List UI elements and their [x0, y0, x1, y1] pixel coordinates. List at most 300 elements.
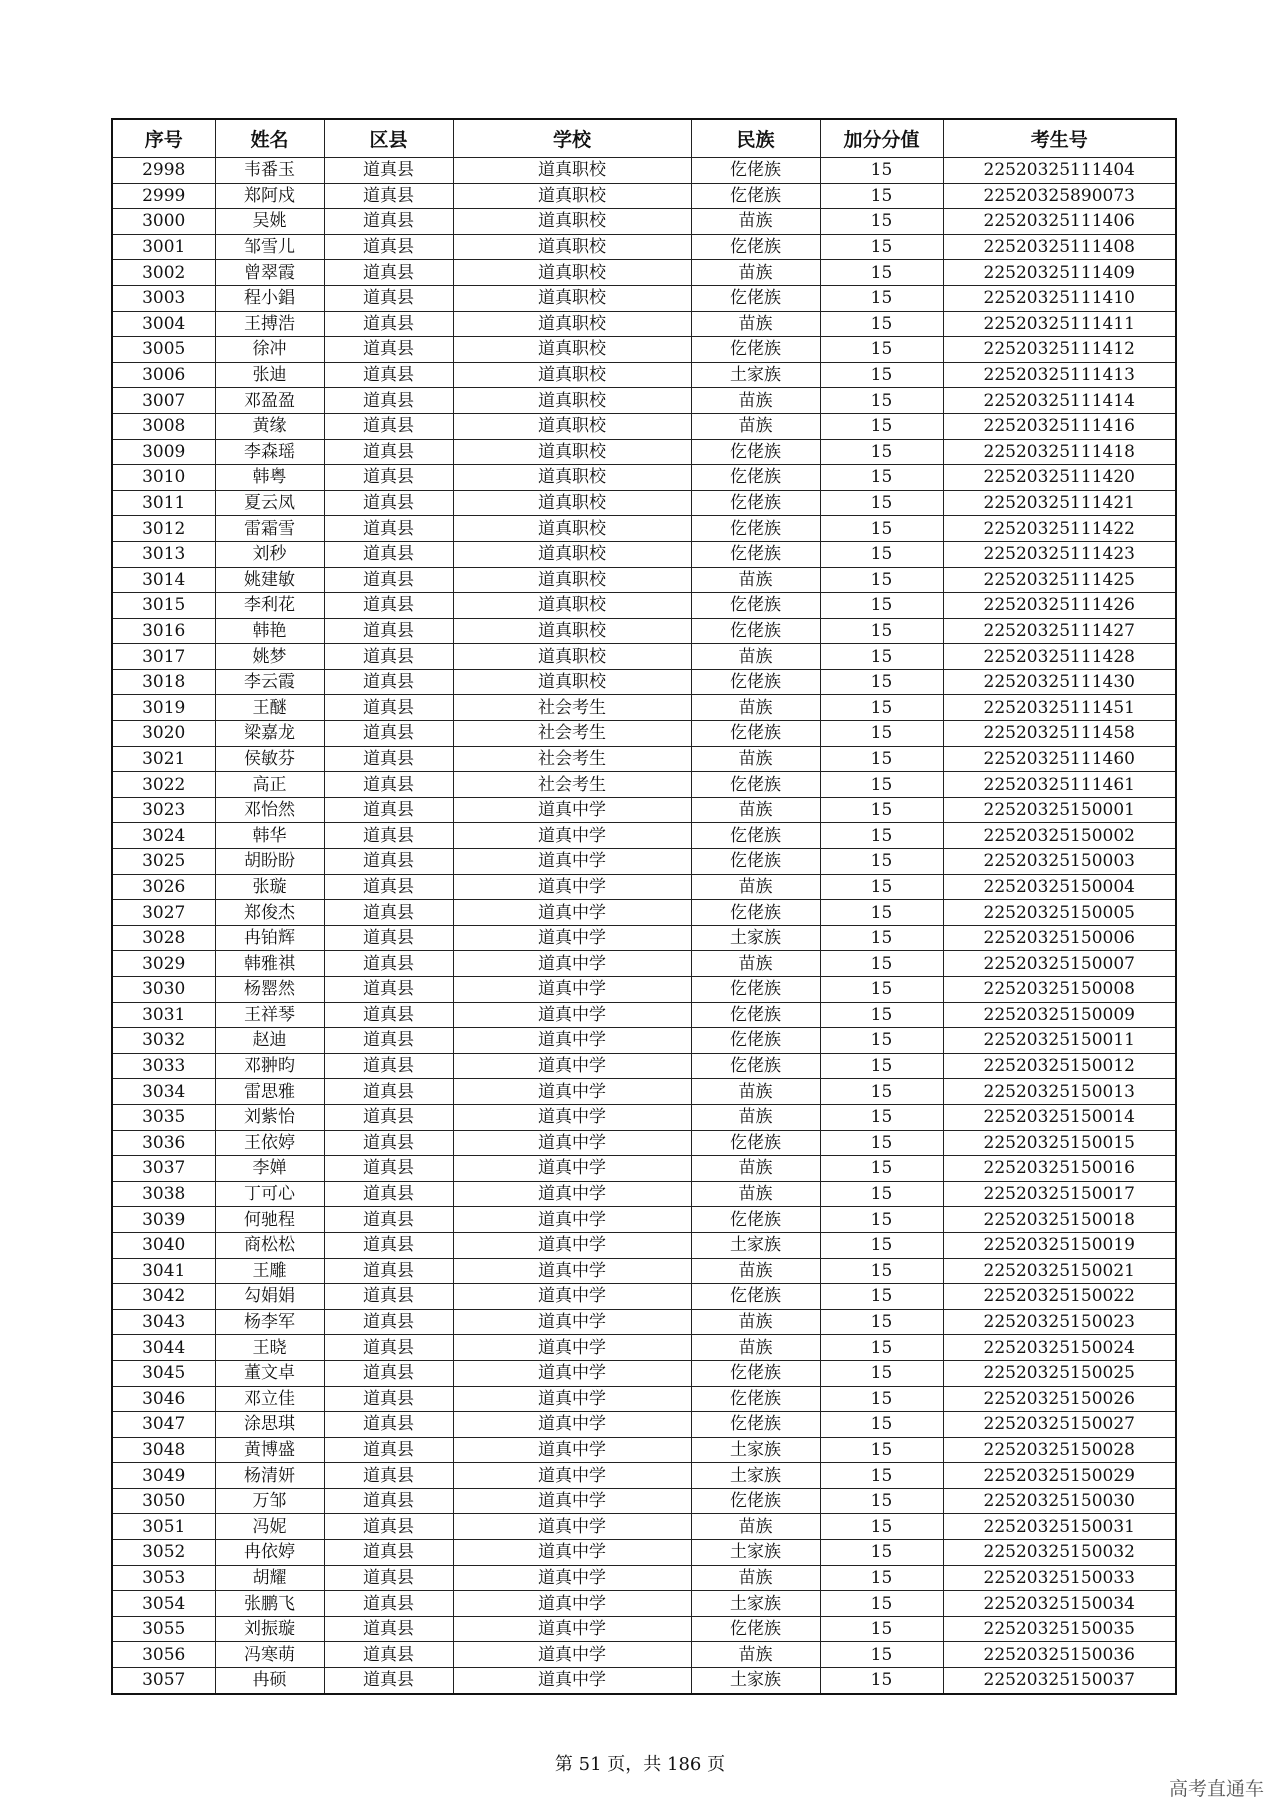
cell-name: 涂思琪: [215, 1412, 324, 1438]
cell-bonus: 15: [820, 516, 943, 542]
cell-index: 3016: [112, 618, 215, 644]
table-row: [112, 516, 1176, 542]
cell-county: 道真县: [324, 1488, 453, 1514]
cell-exam-id: 22520325111412: [943, 337, 1176, 363]
cell-bonus: 15: [820, 413, 943, 439]
table-row: [112, 951, 1176, 977]
cell-school: 道真职校: [453, 567, 691, 593]
cell-bonus: 15: [820, 669, 943, 695]
cell-exam-id: 22520325111422: [943, 516, 1176, 542]
cell-exam-id: 22520325150004: [943, 874, 1176, 900]
cell-school: 道真职校: [453, 413, 691, 439]
cell-ethnicity: 苗族: [691, 1309, 820, 1335]
cell-index: 3024: [112, 823, 215, 849]
cell-name: 邓盈盈: [215, 388, 324, 414]
cell-county: 道真县: [324, 1104, 453, 1130]
cell-index: 3043: [112, 1309, 215, 1335]
cell-bonus: 15: [820, 1309, 943, 1335]
cell-name: 李婵: [215, 1156, 324, 1182]
table-row: [112, 1002, 1176, 1028]
cell-school: 道真中学: [453, 1412, 691, 1438]
cell-exam-id: 22520325150035: [943, 1616, 1176, 1642]
cell-exam-id: 22520325150036: [943, 1642, 1176, 1668]
cell-index: 3046: [112, 1386, 215, 1412]
cell-county: 道真县: [324, 541, 453, 567]
cell-bonus: 15: [820, 900, 943, 926]
cell-name: 胡盼盼: [215, 849, 324, 875]
cell-county: 道真县: [324, 234, 453, 260]
cell-county: 道真县: [324, 1053, 453, 1079]
cell-index: 3027: [112, 900, 215, 926]
cell-index: 3056: [112, 1642, 215, 1668]
bonus-points-table: [111, 118, 1177, 1695]
cell-exam-id: 22520325150006: [943, 925, 1176, 951]
cell-bonus: 15: [820, 644, 943, 670]
cell-ethnicity: 苗族: [691, 311, 820, 337]
cell-school: 道真中学: [453, 1514, 691, 1540]
table-row: [112, 874, 1176, 900]
cell-ethnicity: 仡佬族: [691, 1002, 820, 1028]
cell-index: 3051: [112, 1514, 215, 1540]
table-row: [112, 285, 1176, 311]
cell-exam-id: 22520325111409: [943, 260, 1176, 286]
cell-name: 杨李军: [215, 1309, 324, 1335]
cell-name: 张鹏飞: [215, 1591, 324, 1617]
cell-name: 冉依婷: [215, 1540, 324, 1566]
table-row: [112, 1540, 1176, 1566]
cell-school: 道真中学: [453, 1642, 691, 1668]
table-row: [112, 1207, 1176, 1233]
cell-county: 道真县: [324, 1181, 453, 1207]
cell-name: 郑俊杰: [215, 900, 324, 926]
cell-name: 刘振璇: [215, 1616, 324, 1642]
cell-ethnicity: 苗族: [691, 209, 820, 235]
cell-bonus: 15: [820, 1668, 943, 1694]
cell-ethnicity: 仡佬族: [691, 1284, 820, 1310]
cell-exam-id: 22520325150034: [943, 1591, 1176, 1617]
cell-ethnicity: 土家族: [691, 925, 820, 951]
cell-index: 3023: [112, 797, 215, 823]
cell-name: 姚建敏: [215, 567, 324, 593]
cell-bonus: 15: [820, 1591, 943, 1617]
cell-name: 程小錩: [215, 285, 324, 311]
table-row: [112, 1463, 1176, 1489]
cell-school: 道真中学: [453, 1335, 691, 1361]
cell-name: 杨清妍: [215, 1463, 324, 1489]
page-number: 第 51 页，共 186 页: [554, 1754, 726, 1775]
cell-exam-id: 22520325150013: [943, 1079, 1176, 1105]
cell-bonus: 15: [820, 490, 943, 516]
cell-bonus: 15: [820, 618, 943, 644]
table-row: [112, 362, 1176, 388]
cell-name: 王依婷: [215, 1130, 324, 1156]
cell-bonus: 15: [820, 1258, 943, 1284]
cell-exam-id: 22520325150026: [943, 1386, 1176, 1412]
cell-county: 道真县: [324, 1258, 453, 1284]
cell-bonus: 15: [820, 925, 943, 951]
cell-school: 道真职校: [453, 158, 691, 184]
cell-exam-id: 22520325111425: [943, 567, 1176, 593]
cell-index: 3054: [112, 1591, 215, 1617]
cell-index: 3011: [112, 490, 215, 516]
cell-index: 3031: [112, 1002, 215, 1028]
cell-ethnicity: 苗族: [691, 797, 820, 823]
cell-school: 道真职校: [453, 593, 691, 619]
cell-school: 道真中学: [453, 1258, 691, 1284]
cell-name: 王搏浩: [215, 311, 324, 337]
cell-ethnicity: 仡佬族: [691, 516, 820, 542]
cell-school: 道真中学: [453, 1104, 691, 1130]
cell-index: 3026: [112, 874, 215, 900]
table-row: [112, 721, 1176, 747]
cell-school: 道真中学: [453, 1616, 691, 1642]
cell-index: 3001: [112, 234, 215, 260]
cell-ethnicity: 土家族: [691, 1540, 820, 1566]
cell-index: 3050: [112, 1488, 215, 1514]
cell-ethnicity: 土家族: [691, 362, 820, 388]
cell-ethnicity: 苗族: [691, 644, 820, 670]
cell-index: 3029: [112, 951, 215, 977]
cell-ethnicity: 苗族: [691, 260, 820, 286]
cell-county: 道真县: [324, 772, 453, 798]
cell-bonus: 15: [820, 1463, 943, 1489]
cell-bonus: 15: [820, 977, 943, 1003]
cell-bonus: 15: [820, 567, 943, 593]
cell-name: 王醚: [215, 695, 324, 721]
cell-name: 冯寒萌: [215, 1642, 324, 1668]
cell-name: 郑阿戍: [215, 183, 324, 209]
cell-school: 社会考生: [453, 721, 691, 747]
cell-exam-id: 22520325150005: [943, 900, 1176, 926]
cell-ethnicity: 苗族: [691, 1514, 820, 1540]
cell-exam-id: 22520325150028: [943, 1437, 1176, 1463]
cell-county: 道真县: [324, 1207, 453, 1233]
table-row: [112, 925, 1176, 951]
cell-index: 3017: [112, 644, 215, 670]
cell-school: 道真中学: [453, 1002, 691, 1028]
cell-exam-id: 22520325111410: [943, 285, 1176, 311]
cell-name: 韩雅祺: [215, 951, 324, 977]
cell-ethnicity: 苗族: [691, 1079, 820, 1105]
cell-ethnicity: 苗族: [691, 874, 820, 900]
cell-name: 邓立佳: [215, 1386, 324, 1412]
cell-bonus: 15: [820, 1028, 943, 1054]
cell-school: 道真职校: [453, 234, 691, 260]
cell-ethnicity: 土家族: [691, 1668, 820, 1694]
cell-bonus: 15: [820, 1053, 943, 1079]
cell-school: 道真中学: [453, 1565, 691, 1591]
cell-index: 3039: [112, 1207, 215, 1233]
cell-county: 道真县: [324, 1514, 453, 1540]
cell-bonus: 15: [820, 874, 943, 900]
cell-exam-id: 22520325150015: [943, 1130, 1176, 1156]
cell-school: 道真中学: [453, 1386, 691, 1412]
cell-school: 道真中学: [453, 1207, 691, 1233]
cell-county: 道真县: [324, 1232, 453, 1258]
cell-name: 张迪: [215, 362, 324, 388]
table-row: [112, 1053, 1176, 1079]
cell-ethnicity: 苗族: [691, 413, 820, 439]
cell-index: 3021: [112, 746, 215, 772]
cell-ethnicity: 苗族: [691, 1642, 820, 1668]
cell-name: 雷霜雪: [215, 516, 324, 542]
cell-school: 道真职校: [453, 541, 691, 567]
cell-ethnicity: 仡佬族: [691, 1386, 820, 1412]
cell-index: 3034: [112, 1079, 215, 1105]
cell-school: 道真职校: [453, 490, 691, 516]
cell-bonus: 15: [820, 721, 943, 747]
header-cell-ethnicity: 民族: [691, 119, 820, 158]
cell-school: 道真职校: [453, 311, 691, 337]
cell-index: 3019: [112, 695, 215, 721]
cell-county: 道真县: [324, 285, 453, 311]
cell-ethnicity: 仡佬族: [691, 337, 820, 363]
cell-bonus: 15: [820, 1616, 943, 1642]
cell-school: 道真中学: [453, 849, 691, 875]
table-row: [112, 1309, 1176, 1335]
table-row: [112, 209, 1176, 235]
table-row: [112, 593, 1176, 619]
cell-county: 道真县: [324, 1616, 453, 1642]
cell-exam-id: 22520325111418: [943, 439, 1176, 465]
cell-name: 侯敏芬: [215, 746, 324, 772]
cell-exam-id: 22520325111408: [943, 234, 1176, 260]
cell-name: 梁嘉龙: [215, 721, 324, 747]
cell-bonus: 15: [820, 593, 943, 619]
table-row: [112, 1130, 1176, 1156]
cell-exam-id: 22520325150024: [943, 1335, 1176, 1361]
cell-ethnicity: 土家族: [691, 1463, 820, 1489]
cell-exam-id: 22520325111411: [943, 311, 1176, 337]
cell-county: 道真县: [324, 1437, 453, 1463]
table-row: [112, 695, 1176, 721]
cell-name: 夏云凤: [215, 490, 324, 516]
cell-exam-id: 22520325150021: [943, 1258, 1176, 1284]
cell-index: 3004: [112, 311, 215, 337]
cell-county: 道真县: [324, 567, 453, 593]
header-cell-index: 序号: [112, 119, 215, 158]
cell-bonus: 15: [820, 1437, 943, 1463]
table-row: [112, 337, 1176, 363]
cell-name: 邓翀昀: [215, 1053, 324, 1079]
cell-ethnicity: 仡佬族: [691, 1207, 820, 1233]
table-row: [112, 1412, 1176, 1438]
cell-school: 道真职校: [453, 362, 691, 388]
cell-county: 道真县: [324, 951, 453, 977]
cell-ethnicity: 仡佬族: [691, 977, 820, 1003]
cell-county: 道真县: [324, 925, 453, 951]
cell-school: 道真中学: [453, 1284, 691, 1310]
cell-county: 道真县: [324, 1156, 453, 1182]
cell-index: 3035: [112, 1104, 215, 1130]
cell-name: 曾翠霞: [215, 260, 324, 286]
cell-name: 冉铂辉: [215, 925, 324, 951]
table-row: [112, 1028, 1176, 1054]
cell-school: 道真中学: [453, 1591, 691, 1617]
table-row: [112, 388, 1176, 414]
cell-ethnicity: 苗族: [691, 1156, 820, 1182]
cell-ethnicity: 仡佬族: [691, 1616, 820, 1642]
cell-county: 道真县: [324, 1002, 453, 1028]
cell-county: 道真县: [324, 1335, 453, 1361]
cell-school: 道真中学: [453, 823, 691, 849]
header-cell-school: 学校: [453, 119, 691, 158]
cell-exam-id: 22520325150016: [943, 1156, 1176, 1182]
table-row: [112, 260, 1176, 286]
table-row: [112, 1232, 1176, 1258]
cell-exam-id: 22520325150022: [943, 1284, 1176, 1310]
cell-exam-id: 22520325150009: [943, 1002, 1176, 1028]
cell-index: 3053: [112, 1565, 215, 1591]
cell-name: 董文卓: [215, 1360, 324, 1386]
cell-ethnicity: 仡佬族: [691, 721, 820, 747]
table-row: [112, 1616, 1176, 1642]
cell-name: 商松松: [215, 1232, 324, 1258]
cell-county: 道真县: [324, 1130, 453, 1156]
cell-school: 道真职校: [453, 260, 691, 286]
cell-bonus: 15: [820, 823, 943, 849]
cell-county: 道真县: [324, 1028, 453, 1054]
cell-exam-id: 22520325111416: [943, 413, 1176, 439]
cell-index: 3049: [112, 1463, 215, 1489]
cell-exam-id: 22520325150011: [943, 1028, 1176, 1054]
cell-index: 3006: [112, 362, 215, 388]
cell-ethnicity: 苗族: [691, 951, 820, 977]
table-row: [112, 311, 1176, 337]
cell-exam-id: 22520325111421: [943, 490, 1176, 516]
cell-county: 道真县: [324, 439, 453, 465]
cell-county: 道真县: [324, 746, 453, 772]
cell-name: 邓怡然: [215, 797, 324, 823]
cell-county: 道真县: [324, 1079, 453, 1105]
cell-name: 黄博盛: [215, 1437, 324, 1463]
cell-ethnicity: 仡佬族: [691, 439, 820, 465]
cell-school: 道真中学: [453, 1309, 691, 1335]
cell-county: 道真县: [324, 362, 453, 388]
cell-ethnicity: 仡佬族: [691, 593, 820, 619]
cell-bonus: 15: [820, 951, 943, 977]
cell-exam-id: 22520325150003: [943, 849, 1176, 875]
cell-bonus: 15: [820, 695, 943, 721]
cell-school: 道真职校: [453, 285, 691, 311]
table-row: [112, 772, 1176, 798]
cell-exam-id: 22520325111423: [943, 541, 1176, 567]
table-row: [112, 1386, 1176, 1412]
cell-school: 道真中学: [453, 874, 691, 900]
cell-exam-id: 22520325150031: [943, 1514, 1176, 1540]
cell-school: 道真职校: [453, 337, 691, 363]
cell-index: 3032: [112, 1028, 215, 1054]
cell-ethnicity: 苗族: [691, 695, 820, 721]
cell-county: 道真县: [324, 209, 453, 235]
cell-bonus: 15: [820, 541, 943, 567]
cell-ethnicity: 仡佬族: [691, 234, 820, 260]
cell-index: 3007: [112, 388, 215, 414]
table-row: [112, 644, 1176, 670]
cell-ethnicity: 仡佬族: [691, 1028, 820, 1054]
table-row: [112, 490, 1176, 516]
cell-school: 道真职校: [453, 439, 691, 465]
table-row: [112, 1591, 1176, 1617]
cell-school: 道真中学: [453, 1181, 691, 1207]
cell-name: 雷思雅: [215, 1079, 324, 1105]
cell-school: 道真中学: [453, 1360, 691, 1386]
table-row: [112, 1642, 1176, 1668]
cell-school: 道真中学: [453, 1028, 691, 1054]
table-row: [112, 1079, 1176, 1105]
cell-school: 道真职校: [453, 209, 691, 235]
cell-county: 道真县: [324, 1591, 453, 1617]
cell-index: 3048: [112, 1437, 215, 1463]
table-row: [112, 618, 1176, 644]
table-row: [112, 1565, 1176, 1591]
cell-bonus: 15: [820, 285, 943, 311]
cell-exam-id: 22520325150033: [943, 1565, 1176, 1591]
cell-exam-id: 22520325111430: [943, 669, 1176, 695]
cell-bonus: 15: [820, 1360, 943, 1386]
cell-county: 道真县: [324, 695, 453, 721]
cell-bonus: 15: [820, 1207, 943, 1233]
cell-index: 3020: [112, 721, 215, 747]
cell-exam-id: 22520325150029: [943, 1463, 1176, 1489]
cell-bonus: 15: [820, 337, 943, 363]
table-row: [112, 797, 1176, 823]
cell-exam-id: 22520325111461: [943, 772, 1176, 798]
table-row: [112, 1258, 1176, 1284]
cell-school: 道真中学: [453, 1156, 691, 1182]
cell-school: 社会考生: [453, 746, 691, 772]
cell-index: 3018: [112, 669, 215, 695]
cell-ethnicity: 土家族: [691, 1437, 820, 1463]
cell-name: 姚梦: [215, 644, 324, 670]
cell-school: 道真职校: [453, 465, 691, 491]
cell-county: 道真县: [324, 1540, 453, 1566]
cell-index: 3022: [112, 772, 215, 798]
cell-name: 高正: [215, 772, 324, 798]
cell-index: 3055: [112, 1616, 215, 1642]
cell-school: 道真职校: [453, 388, 691, 414]
cell-index: 3040: [112, 1232, 215, 1258]
table-row: [112, 1104, 1176, 1130]
cell-bonus: 15: [820, 260, 943, 286]
cell-school: 道真职校: [453, 183, 691, 209]
cell-index: 3005: [112, 337, 215, 363]
cell-school: 道真中学: [453, 1437, 691, 1463]
cell-ethnicity: 仡佬族: [691, 1360, 820, 1386]
cell-school: 道真职校: [453, 618, 691, 644]
cell-index: 3037: [112, 1156, 215, 1182]
cell-index: 3028: [112, 925, 215, 951]
cell-ethnicity: 仡佬族: [691, 900, 820, 926]
cell-county: 道真县: [324, 516, 453, 542]
cell-exam-id: 22520325150030: [943, 1488, 1176, 1514]
cell-exam-id: 22520325150019: [943, 1232, 1176, 1258]
cell-county: 道真县: [324, 490, 453, 516]
table-row: [112, 1181, 1176, 1207]
cell-name: 邹雪儿: [215, 234, 324, 260]
cell-county: 道真县: [324, 337, 453, 363]
cell-exam-id: 22520325111427: [943, 618, 1176, 644]
cell-county: 道真县: [324, 413, 453, 439]
cell-exam-id: 22520325111458: [943, 721, 1176, 747]
cell-bonus: 15: [820, 1412, 943, 1438]
cell-bonus: 15: [820, 465, 943, 491]
cell-school: 道真职校: [453, 644, 691, 670]
cell-county: 道真县: [324, 644, 453, 670]
cell-school: 道真中学: [453, 951, 691, 977]
table-row: [112, 1335, 1176, 1361]
cell-ethnicity: 仡佬族: [691, 1488, 820, 1514]
